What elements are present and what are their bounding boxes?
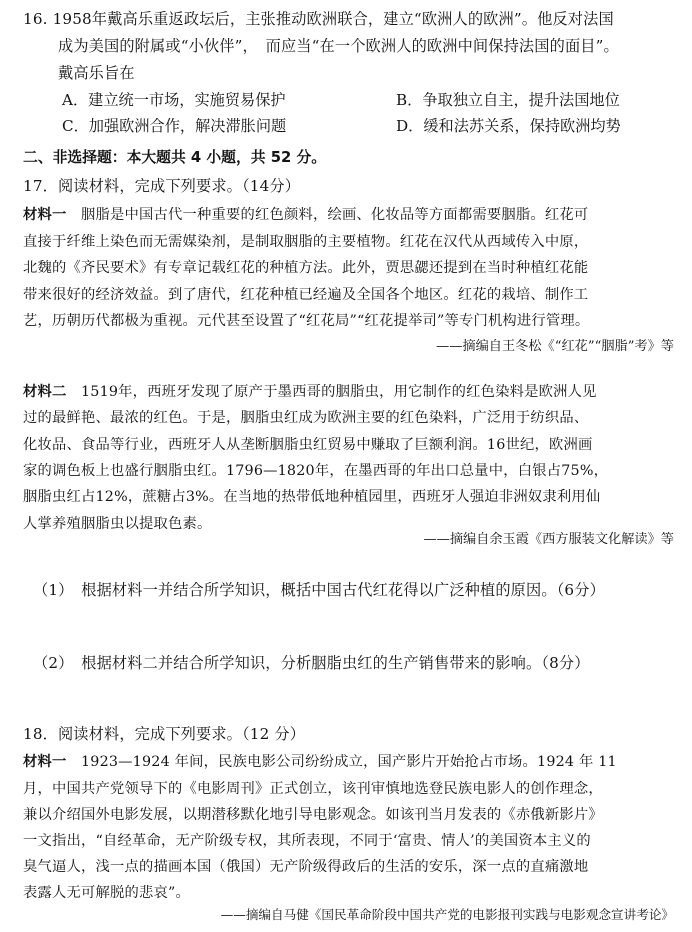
q18-stem: 18．阅读材料，完成下列要求。（12 分） — [23, 725, 306, 743]
q16-stem-line1: 16. 1958年戴高乐重返政坛后，主张推动欧洲联合，建立“欧洲人的欧洲”。他反对法国 — [23, 10, 614, 28]
q18-material1-label: 材料一 — [23, 754, 67, 770]
q18-material1-text1: 1923—1924 年间，民族电影公司纷纷成立，国产影片开始抢占市场。1924 年 11 — [66, 754, 617, 770]
q17-subquestion-2: （2） 根据材料二并结合所学知识，分析胭脂虫红的生产销售带来的影响。（8分） — [33, 654, 590, 672]
q17-material1-line3: 北魏的《齐民要术》有专章记载红花的种植方法。此外，贾思勰还提到在当时种植红花能 — [23, 260, 589, 276]
q17-material2-line1 — [23, 382, 597, 402]
q16-option-c: C．加强欧洲合作，解决滞胀问题 — [62, 117, 287, 135]
q16-option-d: D．缓和法苏关系，保持欧洲均势 — [396, 117, 621, 135]
q18-material1-line1 — [23, 752, 617, 772]
q17-material2-line3: 化妆品、食品等行业，西班牙人从垄断胭脂虫红贸易中赚取了巨额利润。16世纪，欧洲画 — [23, 437, 593, 453]
q17-material1-text1: 胭脂是中国古代一种重要的红色颜料，绘画、化妆品等方面都需要胭脂。红花可 — [66, 207, 589, 223]
q18-material1-line5: 臭气逼人，浅一点的描画本国（俄国）无产阶级得政后的生活的安乐，深一点的直痛激地 — [23, 859, 589, 875]
q17-material2-line6: 人掌养殖胭脂虫以提取色素。 — [23, 516, 212, 532]
q17-material2-text1: 1519年，西班牙发现了原产于墨西哥的胭脂虫，用它制作的红色染料是欧洲人见 — [66, 384, 597, 400]
q17-material1-line5: 艺，历朝历代都极为重视。元代甚至设置了“红花局”“红花提举司”等专门机构进行管理。 — [23, 313, 590, 329]
q18-material1-source: ——摘编自马健《国民革命阶段中国共产党的电影报刊实践与电影观念宣讲考论》 — [220, 907, 674, 922]
q17-material1-source: ——摘编自王冬松《“红花”“胭脂”考》等 — [436, 339, 674, 354]
q16-option-a: A．建立统一市场，实施贸易保护 — [62, 91, 286, 109]
q16-option-b: B．争取独立自主，提升法国地位 — [396, 91, 620, 109]
q17-stem: 17．阅读材料，完成下列要求。（14分） — [23, 177, 301, 195]
q17-material2-source: ——摘编自余玉霞《西方服装文化解读》等 — [423, 532, 674, 547]
q17-material1-line2: 直接于纤维上染色而无需媒染剂，是制取胭脂的主要植物。红花在汉代从西域传入中原， — [23, 234, 589, 250]
q16-stem-line2: 成为美国的附属或“小伙伴”， 而应当“在一个欧洲人的欧洲中间保持法国的面目”。 — [58, 37, 619, 55]
q17-subquestion-1: （1） 根据材料一并结合所学知识，概括中国古代红花得以广泛种植的原因。（6分） — [33, 581, 605, 599]
q18-material1-line3: 兼以介绍国外电影发展，以期潜移默化地引导电影观念。如该刊当月发表的《赤俄新影片》 — [23, 807, 603, 823]
q17-material1-line1 — [23, 205, 588, 225]
q17-material2-line5: 胭脂虫红占12%，蔗糖占3%。在当地的热带低地种植园里，西班牙人强迫非洲奴隶利用仙 — [23, 489, 601, 505]
section-header: 二、非选择题：本大题共 4 小题，共 52 分。 — [23, 149, 327, 166]
q17-material2-label: 材料二 — [23, 384, 67, 400]
q18-material1-line6: 表露人无可解脱的悲哀”。 — [23, 885, 190, 901]
q17-material1-line4: 带来很好的经济效益。到了唐代，红花种植已经遍及全国各个地区。红花的栽培、制作工 — [23, 287, 589, 303]
q17-material2-line4: 家的调色板上也盛行胭脂虫红。1796—1820年，在墨西哥的年出口总量中，白银占75%， — [23, 463, 609, 479]
q18-material1-line2: 月，中国共产党领导下的《电影周刊》正式创立，该刊审慎地选登民族电影人的创作理念， — [23, 781, 603, 797]
q17-material2-line2: 过的最鲜艳、最浓的红色。于是，胭脂虫红成为欧洲主要的红色染料，广泛用于纺织品、 — [23, 410, 589, 426]
q17-material1-label: 材料一 — [23, 207, 67, 223]
q16-stem-line3: 戴高乐旨在 — [58, 64, 135, 82]
q18-material1-line4: 一文指出，“自经革命，无产阶级专权，其所表现，不同于‘富贵、情人’的美国资本主义的 — [23, 833, 591, 849]
